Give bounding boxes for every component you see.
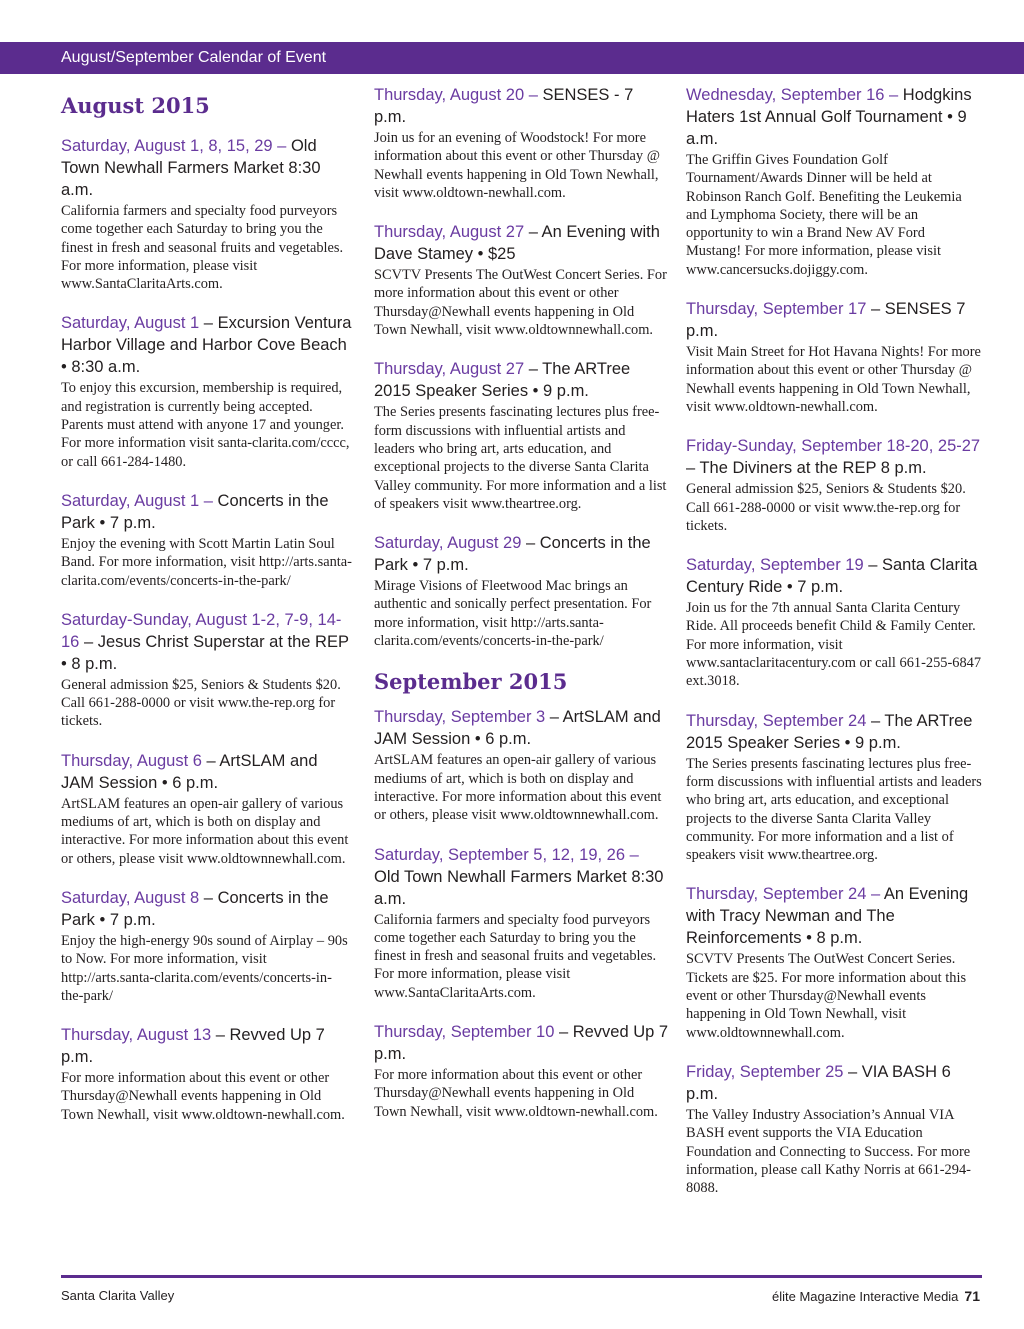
- month-heading-september: September 2015: [374, 669, 568, 695]
- event-item: [686, 84, 982, 279]
- event-description: SCVTV Presents The OutWest Concert Series. For more information about this event or other Thursday@Newhall events happening in Old Town Newhall, visit www.oldtownnewhall.com.: [374, 267, 667, 339]
- event-heading: [686, 298, 982, 342]
- event-heading: [686, 84, 982, 150]
- event-item: [686, 883, 982, 1041]
- event-item: [61, 887, 353, 1005]
- event-description: ArtSLAM features an open-air gallery of various mediums of art, which is both on display and interactive. For more information about this event or others, please visit www.oldtownnewhall.com.: [61, 795, 349, 867]
- event-heading: [374, 221, 669, 265]
- event-date: Saturday, August 1: [61, 314, 200, 333]
- event-heading: [61, 312, 353, 378]
- event-description: SCVTV Presents The OutWest Concert Series. Tickets are $25. For more information about this event or other Thursday@Newhall events happening in Old Town Newhall, visit www.oldtownnewhall.com.: [686, 951, 967, 1041]
- event-date: Thursday, September 3: [374, 708, 546, 727]
- event-title: – The Diviners at the REP 8 p.m.: [686, 459, 927, 478]
- event-description: For more information about this event or other Thursday@Newhall events happening in Old Town Newhall, visit www.oldtown-newhall.com.: [374, 1067, 658, 1120]
- event-description: For more information about this event or other Thursday@Newhall events happening in Old Town Newhall, visit www.oldtown-newhall.com.: [61, 1070, 345, 1123]
- event-item: [686, 298, 982, 416]
- event-heading: [686, 710, 982, 754]
- event-heading: [61, 490, 353, 534]
- event-date: Saturday, September 5, 12, 19, 26 –: [374, 845, 639, 864]
- event-item: [686, 435, 982, 535]
- event-item: [61, 490, 353, 590]
- event-date: Thursday, September 24 –: [686, 885, 881, 904]
- event-description: Join us for the 7th annual Santa Clarita Century Ride. All proceeds benefit Child & Family Center. For more information, visit www.santaclaritacentury.com or call 661-255-6847 ext.3018.: [686, 600, 982, 690]
- event-date: Thursday, September 10: [374, 1023, 555, 1042]
- column-august: [61, 84, 353, 1143]
- event-heading: [686, 883, 982, 949]
- event-heading: [61, 135, 353, 201]
- event-description: Visit Main Street for Hot Havana Nights! For more information about this event or other Thursday @ Newhall events happening in Old Town Newhall, visit www.oldtown-newhall.com.: [686, 344, 981, 415]
- event-description: Enjoy the evening with Scott Martin Latin Soul Band. For more information, visit http://arts.santa-clarita.com/events/concerts-in-the-park/: [61, 535, 352, 589]
- event-heading: [374, 844, 669, 910]
- event-description: Mirage Visions of Fleetwood Mac brings an authentic and sonically perfect presentation. For more information, visit http://arts.santa-clarita.com/events/concerts-in-the-park/: [374, 578, 652, 650]
- event-date: Saturday, August 1, 8, 15, 29 –: [61, 137, 287, 155]
- footer-credit: [772, 1288, 980, 1304]
- event-description: To enjoy this excursion, membership is required, and registration is currently being accepted. Parents must attend with anyone 17 and younger. For more information visit santa-clarita.com/cccc, or call 661-284-1480.: [61, 380, 350, 470]
- event-item: [61, 135, 353, 293]
- column-september: [686, 84, 982, 1216]
- event-date: Saturday, September 19: [686, 556, 864, 575]
- event-date: Wednesday, September 16 –: [686, 86, 899, 104]
- event-description: Join us for an evening of Woodstock! For more information about this event or other Thursday @ Newhall events happening in Old Town Newhall, visit www.oldtown-newhall.com.: [374, 130, 660, 201]
- event-title: Old Town Newhall Farmers Market 8:30 a.m.: [374, 867, 664, 908]
- event-description: California farmers and specialty food purveyors come together each Saturday to bring you the finest in fresh and seasonal fruits and vegetables. For more information, please visit www.SantaClaritaArts.com.: [61, 203, 344, 293]
- event-date: Thursday, September 24: [686, 711, 867, 730]
- page-title: August/September Calendar of Event: [61, 49, 327, 66]
- event-description: General admission $25, Seniors & Students $20. Call 661-288-0000 or visit www.the-rep.org for tickets.: [686, 481, 966, 534]
- event-description: General admission $25, Seniors & Students $20. Call 661-288-0000 or visit www.the-rep.org for tickets.: [61, 676, 341, 730]
- event-item: [61, 1024, 353, 1124]
- event-heading: [374, 1021, 669, 1065]
- event-heading: [61, 609, 353, 675]
- event-title: An Evening with Tracy Newman and The Reinforcements • 8 p.m.: [686, 885, 969, 948]
- event-item: [374, 84, 669, 202]
- event-item: [686, 710, 982, 865]
- event-title: – Concerts in the Park • 7 p.m.: [374, 534, 651, 575]
- event-description: The Series presents fascinating lectures plus free-form discussions with influential artists and leaders who bring art, arts education, and exceptional projects to the diverse Santa Clarita Valley community. For more information and a list of speakers visit www.theartree.org.: [686, 755, 982, 864]
- event-date: Saturday, August 8: [61, 888, 200, 907]
- event-heading: [61, 1024, 353, 1068]
- event-item: [374, 358, 669, 513]
- event-heading: [374, 532, 669, 576]
- event-item: [374, 221, 669, 339]
- event-item: [374, 844, 669, 1002]
- event-date: Saturday, August 1 –: [61, 491, 213, 510]
- event-date: Saturday, August 29: [374, 534, 522, 553]
- header-banner: [0, 42, 1024, 74]
- event-item: [374, 706, 669, 824]
- event-item: [61, 609, 353, 731]
- event-title: Concerts in the Park • 7 p.m.: [61, 491, 329, 532]
- event-heading: [61, 750, 353, 794]
- event-title: – ArtSLAM and JAM Session • 6 p.m.: [374, 708, 661, 749]
- event-title: SENSES - 7 p.m.: [374, 86, 634, 126]
- event-heading: [61, 887, 353, 931]
- event-description: The Griffin Gives Foundation Golf Tournament/Awards Dinner will be held at Robinson Ranch Golf. Benefiting the Leukemia and Lymphoma Society, there will be an opportunity to win a Brand New AV Ford Mustang! For more information, please visit www.cancersucks.dojiggy.com.: [686, 152, 962, 278]
- page-number: 71: [964, 1288, 980, 1304]
- event-title: Old Town Newhall Farmers Market 8:30 a.m.: [61, 137, 321, 199]
- event-description: The Valley Industry Association’s Annual VIA BASH event supports the VIA Education Foundation and Connecting to Success. For more information, please call Kathy Norris at 661-294-8088.: [686, 1106, 971, 1197]
- event-date: Thursday, August 13: [61, 1026, 212, 1045]
- event-title: – The ARTree 2015 Speaker Series • 9 p.m.: [686, 711, 973, 752]
- event-title: – The ARTree 2015 Speaker Series • 9 p.m.: [374, 360, 631, 401]
- column-middle: [374, 84, 669, 1140]
- event-heading: [374, 358, 669, 402]
- event-date: Thursday, August 27: [374, 360, 525, 379]
- event-date: Thursday, August 27: [374, 223, 525, 242]
- event-item: [686, 1061, 982, 1197]
- event-item: [61, 750, 353, 868]
- event-item: [686, 554, 982, 690]
- event-title: – VIA BASH 6 p.m.: [686, 1062, 951, 1103]
- event-heading: [686, 1061, 982, 1105]
- event-description: Enjoy the high-energy 90s sound of Airplay – 90s to Now. For more information, visit http://arts.santa-clarita.com/events/concerts-in-the-park/: [61, 932, 348, 1004]
- event-heading: [374, 706, 669, 750]
- event-item: [374, 532, 669, 650]
- event-heading: [686, 435, 982, 479]
- event-date: Thursday, August 20 –: [374, 86, 538, 104]
- event-description: ArtSLAM features an open-air gallery of various mediums of art, which is both on display and interactive. For more information about this event or others, please visit www.oldtownnewhall.com.: [374, 752, 662, 824]
- event-description: California farmers and specialty food purveyors come together each Saturday to bring you the finest in fresh and seasonal fruits and vegetables. For more information, please visit www.SantaClaritaArts.com.: [374, 911, 657, 1001]
- event-title: – Jesus Christ Superstar at the REP • 8 p.m.: [61, 632, 349, 673]
- event-date: Friday-Sunday, September 18-20, 25-27: [686, 437, 981, 456]
- footer-divider: [61, 1275, 982, 1278]
- event-title: – Excursion Ventura Harbor Village and Harbor Cove Beach • 8:30 a.m.: [61, 314, 352, 377]
- event-date: Saturday-Sunday, August 1-2, 7-9, 14-16: [61, 610, 342, 651]
- event-title: – SENSES 7 p.m.: [686, 300, 966, 341]
- footer-publication-region: Santa Clarita Valley: [61, 1288, 175, 1303]
- event-heading: [686, 554, 982, 598]
- month-heading-august: August 2015: [61, 93, 210, 118]
- event-title: – Santa Clarita Century Ride • 7 p.m.: [686, 556, 978, 597]
- event-heading: [374, 84, 669, 128]
- event-item: [61, 312, 353, 470]
- event-date: Thursday, September 17: [686, 300, 867, 319]
- event-title: – Revved Up 7 p.m.: [374, 1023, 669, 1064]
- event-title: – Revved Up 7 p.m.: [61, 1026, 325, 1067]
- event-title: – ArtSLAM and JAM Session • 6 p.m.: [61, 751, 318, 792]
- event-title: – Concerts in the Park • 7 p.m.: [61, 888, 329, 929]
- event-date: Friday, September 25: [686, 1062, 844, 1081]
- event-date: Thursday, August 6: [61, 751, 202, 770]
- event-item: [374, 1021, 669, 1121]
- footer-magazine-name: élite Magazine Interactive Media: [771, 1289, 959, 1304]
- event-description: The Series presents fascinating lectures plus free-form discussions with influential artists and leaders who bring art, arts education, and exceptional projects to the diverse Santa Clarita Valley community. For more information and a list of speakers visit www.theartree.org.: [374, 404, 667, 512]
- event-title: – An Evening with Dave Stamey • $25: [374, 223, 660, 264]
- event-title: Hodgkins Haters 1st Annual Golf Tournament • 9 a.m.: [686, 86, 972, 148]
